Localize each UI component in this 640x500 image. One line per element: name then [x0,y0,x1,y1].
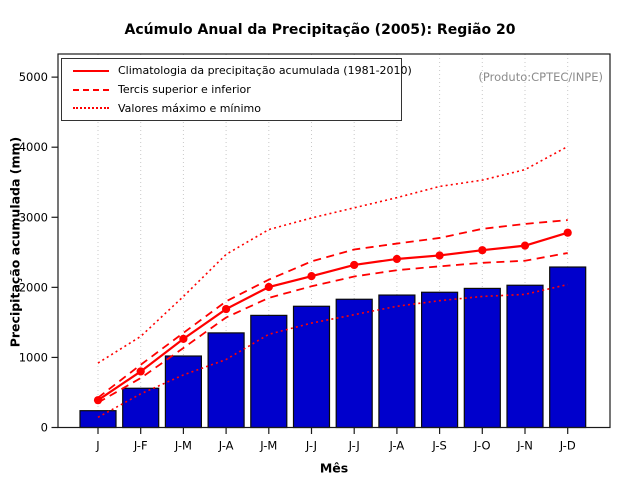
chart-title: Acúmulo Anual da Precipitação (2005): Região 20 [124,22,516,38]
acumulo-2005-bar [507,285,543,427]
y-tick-label: 1000 [18,350,48,365]
legend-label: Tercis superior e inferior [118,83,251,96]
acumulo-2005-bar [165,356,201,427]
legend-item-climatologia [62,62,412,80]
x-tick-label: J-A [389,438,405,453]
y-tick-label: 2000 [18,280,48,295]
acumulo-2005-bar [379,295,415,427]
climatologia-point [137,367,145,375]
y-tick-label: 5000 [18,70,48,85]
climatologia-point [307,272,315,280]
climatologia-point [393,255,401,263]
climatologia-point [222,305,230,313]
climatologia-point [436,251,444,259]
legend-label: Valores máximo e mínimo [118,101,261,115]
x-tick-label: J-M [260,438,278,453]
legend [61,58,412,121]
climatologia-point [564,229,572,237]
x-tick-label: J-A [218,438,234,453]
acumulo-2005-bar [336,299,372,427]
acumulo-2005-bar [208,333,244,428]
x-tick-label: J-D [559,438,576,453]
climatologia-point [179,335,187,343]
x-tick-label: J-J [348,438,360,453]
climatologia-point [94,396,102,404]
acumulo-2005-bar [80,411,116,428]
y-tick-label: 3000 [18,210,48,225]
acumulo-2005-bar [550,267,586,427]
legend-item-tercis [62,81,401,99]
y-axis-title: Precipitação acumulada (mm) [7,136,23,348]
x-tick-label: J [96,438,100,453]
acumulo-2005-bar [464,288,500,427]
climatologia-point [265,283,273,291]
x-tick-label: J-O [474,438,491,453]
y-tick-label: 4000 [18,140,48,155]
dashed-line-icon [73,89,109,91]
watermark: (Produto:CPTEC/INPE) [478,70,603,84]
x-tick-label: J-M [174,438,192,453]
x-tick-label: J-F [133,438,148,453]
acumulo-2005-bar [251,315,287,427]
x-tick-label: J-N [517,438,533,453]
dotted-line-icon [73,107,109,109]
acumulo-2005-bar [294,306,330,427]
x-tick-label: J-S [432,438,447,453]
x-tick-label: J-J [305,438,318,453]
acumulo-2005-bar [422,292,458,427]
climatologia-point [350,261,358,269]
y-tick-label: 0 [40,420,48,435]
legend-item-extremos [62,99,401,117]
climatologia-point [521,242,529,250]
x-axis-title: Mês [319,460,349,476]
solid-line-icon [73,70,109,72]
climatologia-point [478,246,486,254]
legend-label: Climatologia da precipitação acumulada (1981-2010) [118,64,412,78]
